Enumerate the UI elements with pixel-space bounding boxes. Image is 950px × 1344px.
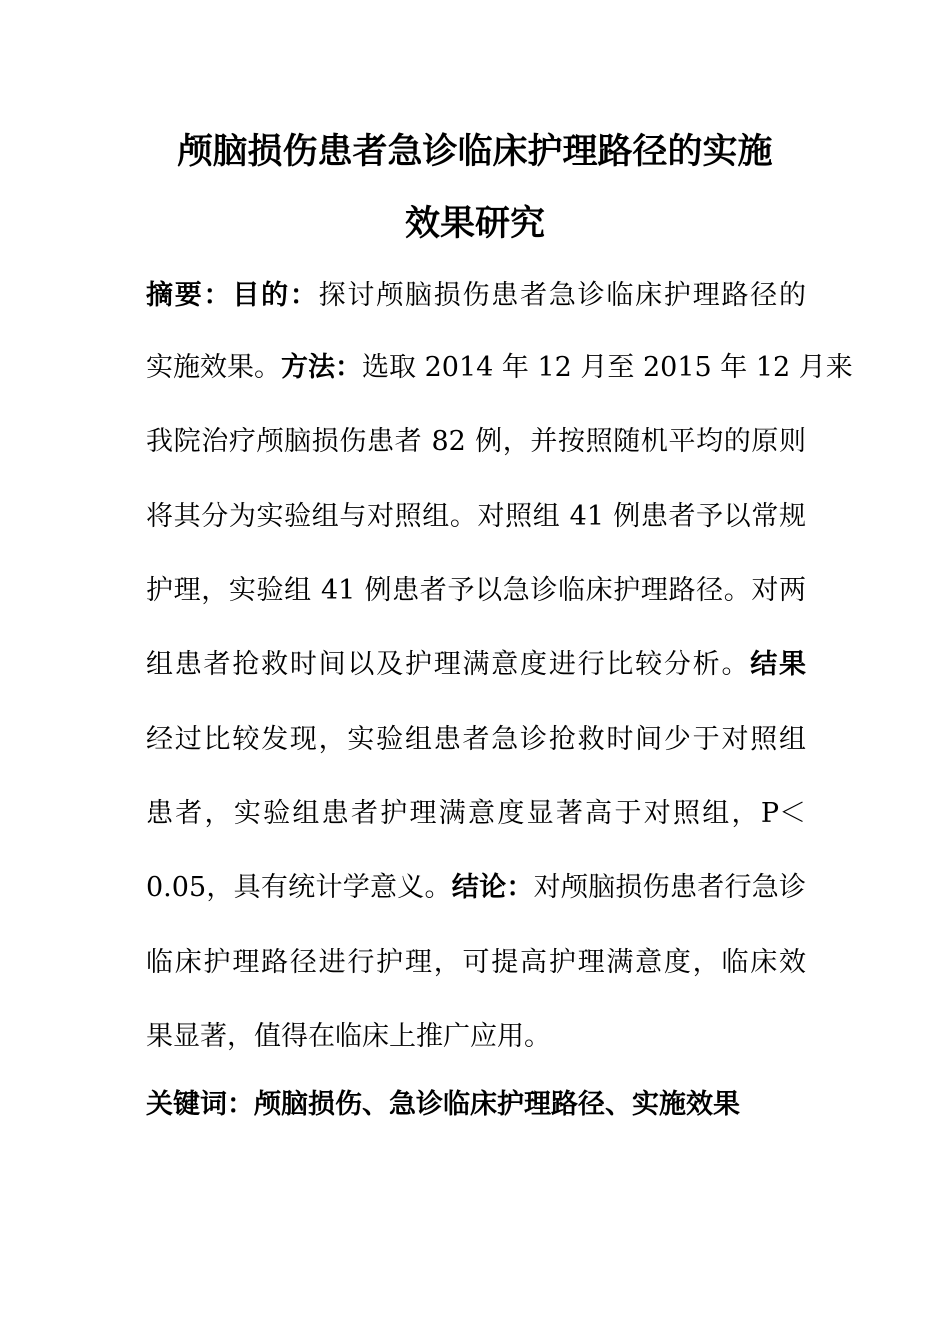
abstract-line-10: 临床护理路径进行护理，可提高护理满意度，临床效 (146, 947, 806, 978)
abstract-line-7: 经过比较发现，实验组患者急诊抢救时间少于对照组 (146, 724, 806, 755)
keywords-label: 关键词： (146, 1089, 254, 1120)
abstract-line-1 (146, 278, 806, 314)
keywords-text: 颅脑损伤、急诊临床护理路径、实施效果 (254, 1089, 740, 1120)
document-title-line-1: 颅脑损伤患者急诊临床护理路径的实施 (177, 131, 773, 172)
conclusion-label: 结论： (451, 872, 534, 903)
document-title-line-2: 效果研究 (404, 203, 545, 244)
abstract-text: 0.05，具有统计学意义。 (146, 872, 452, 903)
method-label: 方法： (281, 352, 362, 383)
keywords (146, 1087, 740, 1123)
abstract-line-3: 我院治疗颅脑损伤患者 82 例，并按照随机平均的原则 (146, 426, 806, 457)
abstract-line-11: 果显著，值得在临床上推广应用。 (146, 1021, 551, 1052)
abstract-label: 摘要： (146, 280, 233, 311)
abstract-line-9 (146, 870, 806, 906)
abstract-text: 实施效果。 (146, 352, 281, 383)
abstract-text: 选取 2014 年 12 月至 2015 年 12 月来 (362, 352, 853, 383)
abstract-text: 对颅脑损伤患者行急诊 (533, 872, 807, 903)
abstract-line-2 (146, 350, 853, 386)
objective-label: 目的： (232, 280, 319, 311)
abstract-line-8: 患者，实验组患者护理满意度显著高于对照组，P＜ (146, 798, 806, 829)
abstract-text: 探讨颅脑损伤患者急诊临床护理路径的 (318, 280, 807, 311)
abstract-text: 组患者抢救时间以及护理满意度进行比较分析。 (146, 649, 751, 680)
abstract-line-6 (146, 647, 806, 683)
result-label: 结果 (750, 649, 807, 680)
abstract-line-5: 护理，实验组 41 例患者予以急诊临床护理路径。对两 (146, 575, 806, 606)
abstract-line-4: 将其分为实验组与对照组。对照组 41 例患者予以常规 (146, 501, 806, 532)
